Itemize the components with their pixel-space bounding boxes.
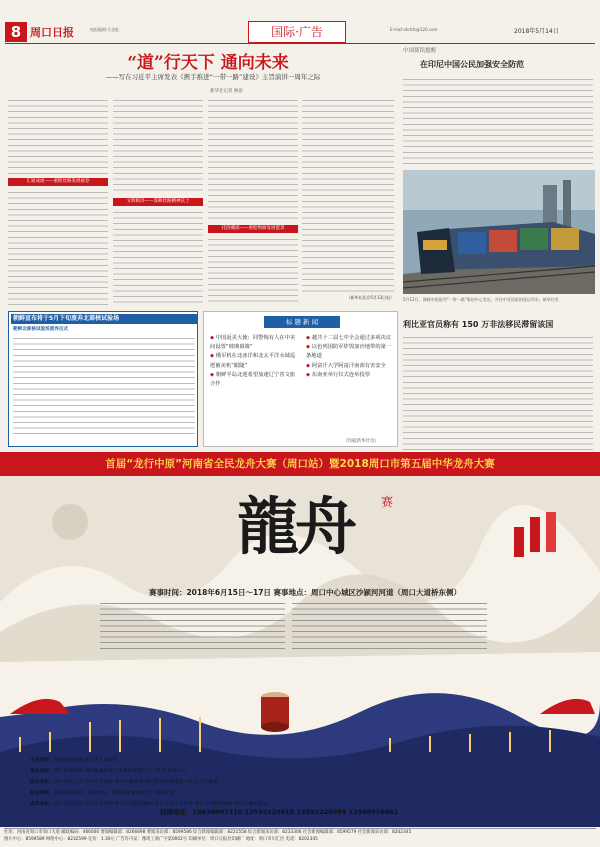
right-headline-1: 在印尼中国公民加强安全防范 bbox=[420, 60, 524, 69]
right-headline-2: 利比亚官员称有 150 万非法移民滞留该国 bbox=[403, 320, 554, 329]
article-column-4 bbox=[302, 97, 394, 307]
ad-seal: 赛 bbox=[380, 495, 393, 509]
credit-line: 承办单位：周口市体育局 周口报业传媒文化体育有限公司 川汇区体育中心 bbox=[30, 769, 187, 774]
right-kicker: 中国使馆提醒 bbox=[403, 48, 437, 54]
ad-body-right bbox=[292, 600, 487, 652]
list-item: ◆ 越共十二届七中全会通过多项决议 bbox=[306, 335, 392, 341]
credit-line: 协办单位：周口市总工会 周口市文明办 周口市教育局 周口报业传媒集团 川汇区人民政府 bbox=[30, 780, 219, 785]
list-item: ◆ 中国返美大使：同警惕有人在中美间设置“玻璃幕墙” bbox=[210, 335, 296, 351]
ad-body-left bbox=[100, 600, 285, 652]
footer-line-1: 社址：河南省周口市周口大道 邮政编码：466000 要闻编辑部：8266698 要闻采访部：8599586 综合新闻编辑部：8221558 综合新闻采访部：8233306 社会新闻编辑部：8599579 社会新闻采访部：8202345 bbox=[4, 830, 412, 835]
right-article-2-body bbox=[403, 334, 593, 450]
article-column-2 bbox=[113, 97, 203, 307]
headline-index-left bbox=[210, 334, 300, 389]
list-item: ◆ 朝鲜半岛北迎希望加速辽宁省文旅合作 bbox=[210, 371, 296, 388]
list-item: ◆ 东南亚举行仪式连举投票 bbox=[306, 371, 371, 378]
section-label-4: 托浴潮涌——重绘绚丽发展愿景 bbox=[208, 225, 298, 233]
ad-event-info: 赛事时间：2018年6月15日～17日 赛事地点：周口中心城区沙颍河河道（周口大道桥东侧） bbox=[148, 588, 462, 597]
ad-title: 首届“龙行中原”河南省全民龙舟大赛（周口站）暨2018周口市第五届中华龙舟大赛 bbox=[105, 458, 495, 470]
email: E-mail:zkrbfs@126.com bbox=[390, 27, 438, 32]
credit-line: 主办单位：河南省体育局 周口市人民政府 bbox=[30, 758, 118, 763]
header-divider bbox=[5, 43, 595, 44]
north-korea-news-box bbox=[8, 311, 198, 447]
headline-index-title: 标 题 新 闻 bbox=[264, 316, 340, 328]
article-source: （新华社北京5月13日电） bbox=[346, 295, 394, 300]
footer-line-2: 图片中心：8599589 网络中心：8232599 定价：1.30元 广告许可证：豫周工商广字第0002号 印刷单位：周口日报社印刷厂 地址：周口市川汇区 电话：8202345 bbox=[4, 837, 318, 842]
credit-line: 参加单位：各县市区政府、市直单位、驻周各企事业单位、知名企业 bbox=[30, 791, 174, 796]
section-label-2: 文明相济——深耕丝路精神沃土 bbox=[113, 198, 203, 206]
ad-hotline: 招商电话：18638097310 13592220015 13592220089 13949976661 bbox=[160, 808, 399, 816]
paper-name: 周口日报 bbox=[30, 26, 74, 39]
north-korea-news-body bbox=[13, 326, 195, 444]
headline-index-source: （均据新华社电） bbox=[343, 439, 379, 444]
list-item: ◆ 俄军机在北冰洋和北太平洋水域巡逻被美机“跟随” bbox=[210, 353, 296, 369]
train-photo-caption: 5月12日，满载中欧班列“一带一路”集结中心发出，开往中亚国家的货运列车。新华社发 bbox=[403, 297, 559, 302]
list-item: ◆ 阿富汗大学阿富汗南部有害安全 bbox=[306, 362, 386, 369]
right-article-1-body bbox=[403, 76, 593, 168]
article-column-3 bbox=[208, 97, 298, 307]
issue-date: 2018年5月14日 bbox=[514, 28, 559, 35]
page-footer bbox=[4, 828, 596, 846]
north-korea-news-subtitle: 朝鲜北部核试验场废弃仪式 bbox=[13, 327, 69, 332]
page-number: 8 bbox=[5, 22, 27, 42]
article-column-1 bbox=[8, 97, 108, 307]
main-article-subtitle: ——写在习近平主席发表《携手推进“一带一路”建设》主旨演讲一周年之际 bbox=[105, 73, 321, 81]
north-korea-news-title: 朝鲜宣布将于5月下旬废弃北部核试验场 bbox=[11, 314, 197, 324]
credit-line: 成员单位：周口市公安局 周口市水务局 周口市交通运输局 周口市卫生计生委 周口市市政管理局 周口广播电视台 bbox=[30, 802, 268, 807]
headline-index-right bbox=[306, 334, 396, 380]
section-title: 国际·广告 bbox=[248, 21, 346, 43]
list-item: ◆ 以色列国防军炸毁加沙地带的第一条地道 bbox=[306, 344, 392, 360]
main-article-title: “道”行天下 通向未来 bbox=[127, 53, 289, 73]
editor-credit: 校报编辑·方金虹 bbox=[90, 27, 120, 32]
freight-train-photo bbox=[403, 170, 595, 294]
main-article-byline: 新华社记者 林苗 bbox=[210, 89, 243, 94]
ad-calligraphy: 龍舟 bbox=[236, 490, 353, 563]
headline-index bbox=[203, 311, 398, 447]
section-label-1: 汇通成流——重绘丝路发展画卷 bbox=[8, 178, 108, 186]
page-header bbox=[0, 0, 600, 44]
